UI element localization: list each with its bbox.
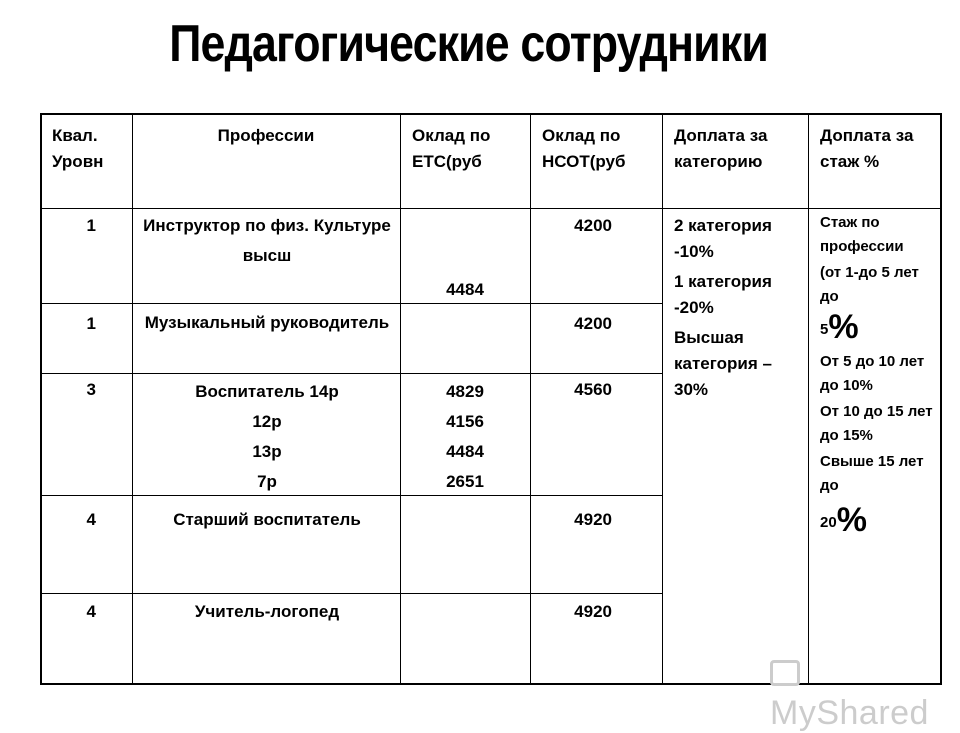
column-divider [662,115,663,683]
column-divider [132,115,133,683]
row-divider [42,303,662,304]
row-divider [42,593,662,594]
row-profession: Воспитатель 14р 12р 13р 7р [195,382,339,491]
header-profession: Профессии [217,126,315,145]
salary-table [40,113,942,685]
row-profession: Учитель-логопед [194,602,340,621]
header-divider [42,208,940,209]
row-level: 4 [86,602,96,621]
header-level: Квал. Уровн [52,126,104,171]
row-level: 1 [86,314,96,333]
row-nsot: 4920 [574,510,612,529]
header-seniority: Доплата за стаж % [820,126,914,171]
row-profession: Старший воспитатель [173,510,361,529]
row-ets-list: 4829 4156 4484 2651 [446,382,484,491]
category-bonus-text: 2 категория -10% 1 категория -20% Высшая категория – 30% [674,216,772,399]
row-level: 4 [86,510,96,529]
row-nsot: 4200 [574,314,612,333]
header-nsot: Оклад по НСОТ(руб [542,126,626,171]
page-title: Педагогические сотрудники [169,15,768,73]
watermark: MyShared [770,655,960,733]
seniority-bonus-text: Стаж по профессии (от 1-до 5 лет до 5% От 5 до 10 лет до 10% От 10 до 15 лет до 15% Свыше 15 лет до 20% [820,214,933,539]
row-level: 3 [86,380,96,399]
row-profession: Музыкальный руководитель [144,313,390,332]
column-divider [808,115,809,683]
watermark-logo-icon [770,660,800,686]
row-divider [42,373,662,374]
row-nsot: 4200 [574,216,612,235]
row-level: 1 [86,216,96,235]
row-profession: Инструктор по физ. Культуре высш [143,216,391,265]
header-ets: Оклад по ЕТС(руб [412,126,491,171]
column-divider [530,115,531,683]
row-nsot: 4560 [574,380,612,399]
row-nsot: 4920 [574,602,612,621]
row-ets: 4484 [446,280,484,299]
header-category: Доплата за категорию [674,126,768,171]
column-divider [400,115,401,683]
